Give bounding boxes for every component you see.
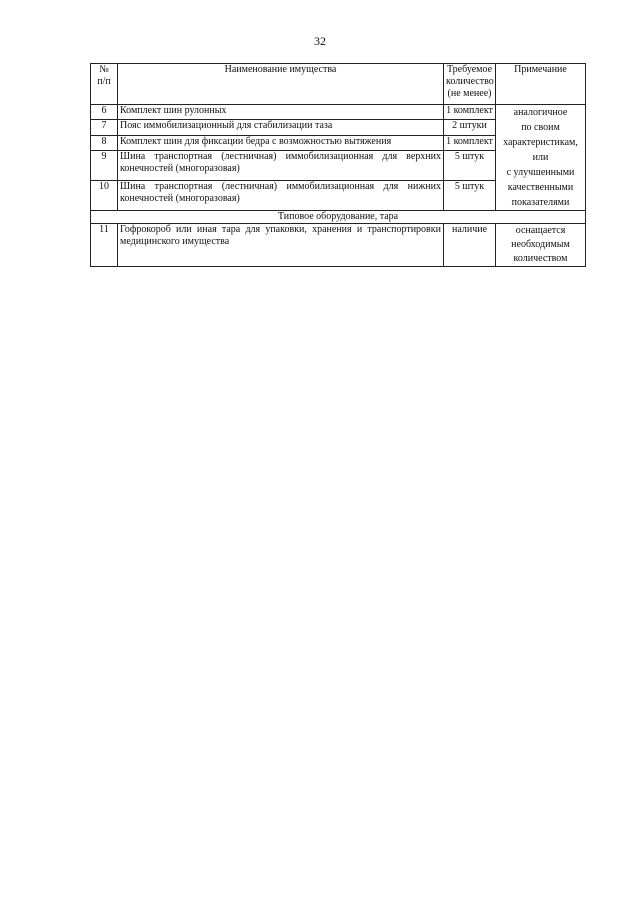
row-name: Шина транспортная (лестничная) иммобилизационная для верхних конечностей (многоразовая): [118, 151, 444, 181]
header-number: [91, 64, 118, 105]
row-quantity: 2 штуки: [444, 120, 496, 135]
note-line: необходимым: [511, 239, 570, 250]
row-name: Комплект шин рулонных: [118, 105, 444, 120]
note-line: с улучшенными: [506, 167, 575, 178]
row-number: 6: [91, 105, 118, 120]
row-name: Гофрокороб или иная тара для упаковки, хранения и транспортировки медицинского имущества: [118, 224, 444, 267]
row-quantity: наличие: [444, 224, 496, 267]
header-quantity-line: (не менее): [447, 88, 492, 99]
row-name: Комплект шин для фиксации бедра с возможностью вытяжения: [118, 135, 444, 150]
note-line: количеством: [513, 253, 568, 264]
header-number-line: №: [99, 64, 109, 75]
inventory-table: [90, 63, 586, 267]
note-line: аналогичное: [513, 107, 568, 118]
row-name: Шина транспортная (лестничная) иммобилизационная для нижних конечностей (многоразовая): [118, 181, 444, 211]
note-line: качественными: [507, 182, 574, 193]
row-name: Пояс иммобилизационный для стабилизации таза: [118, 120, 444, 135]
row-number: 7: [91, 120, 118, 135]
row-note: [496, 224, 586, 267]
section-title: Типовое оборудование, тара: [91, 211, 586, 224]
page-number: 32: [314, 34, 326, 48]
table-row: [91, 105, 586, 120]
table-row: [91, 224, 586, 267]
note-line: показателями: [511, 197, 570, 208]
row-number: 11: [91, 224, 118, 267]
table-header-row: [91, 64, 586, 105]
row-number: 9: [91, 151, 118, 181]
row-quantity: 5 штук: [444, 151, 496, 181]
note-line: по своим: [521, 122, 560, 133]
header-note: Примечание: [496, 64, 586, 105]
row-number: 8: [91, 135, 118, 150]
section-row: [91, 211, 586, 224]
row-quantity: 1 комплект: [444, 135, 496, 150]
header-quantity: [444, 64, 496, 105]
note-line: характеристикам,: [503, 137, 578, 148]
shared-note: [496, 105, 586, 211]
header-name: Наименование имущества: [118, 64, 444, 105]
note-line: оснащается: [515, 225, 566, 236]
header-number-line: п/п: [97, 76, 111, 87]
row-quantity: 1 комплект: [444, 105, 496, 120]
row-quantity: 5 штук: [444, 181, 496, 211]
row-number: 10: [91, 181, 118, 211]
note-line: или: [532, 152, 549, 163]
header-quantity-line: количество: [446, 76, 494, 87]
header-quantity-line: Требуемое: [446, 64, 493, 75]
